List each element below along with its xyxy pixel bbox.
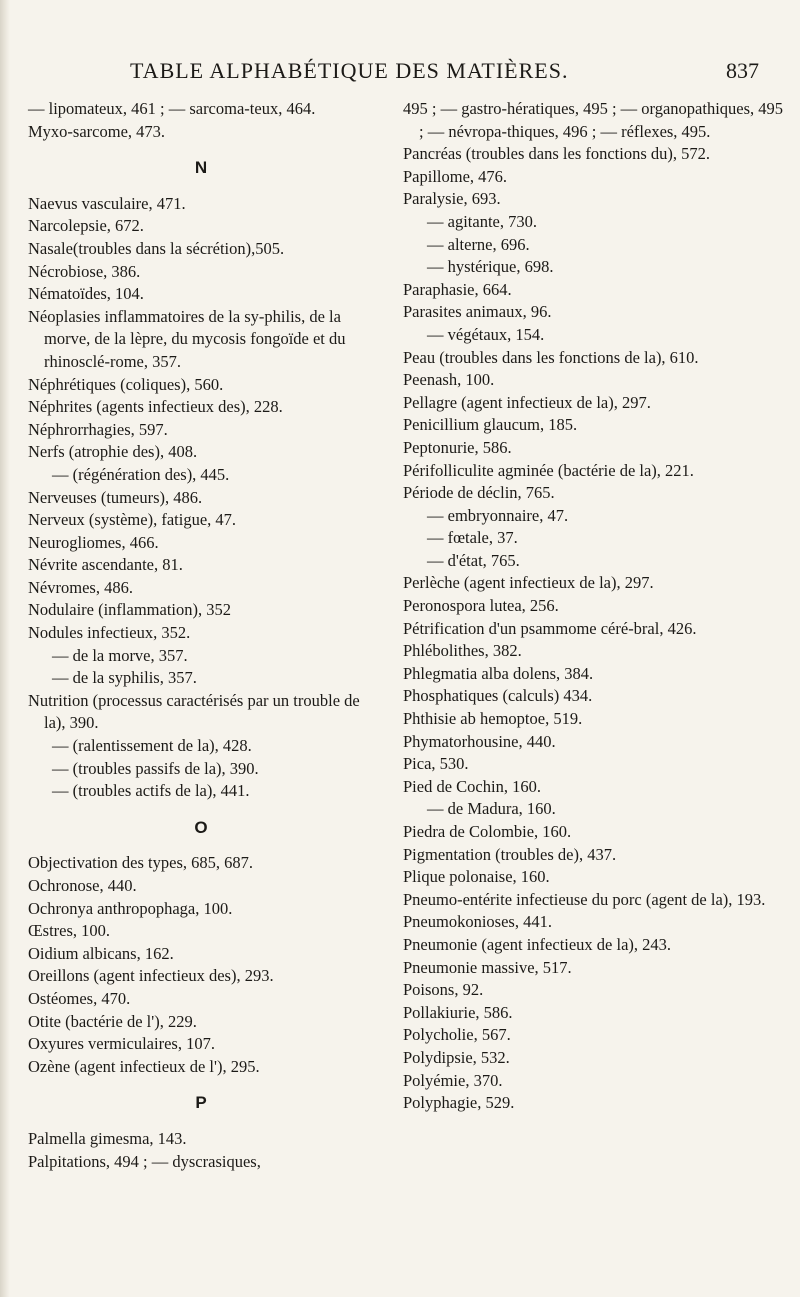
page-gutter-edge [0,0,10,1297]
index-entry: Oxyures vermiculaires, 107. [28,1034,215,1054]
index-entry: Pneumokonioses, 441. [403,912,552,932]
index-entry: Nerveux (système), fatigue, 47. [28,510,237,530]
index-entry: — lipomateux, 461 ; — sarcoma-teux, 464. [28,99,316,118]
index-entry: Phymatorhousine, 440. [403,731,556,751]
index-entry: Période de déclin, 765. [403,483,555,503]
index-entry: Pica, 530. [403,754,469,774]
index-entry: Papillome, 476. [403,166,508,186]
index-entry: Néphrorrhagies, 597. [28,419,168,439]
index-entry: Néphrites (agents infectieux des), 228. [28,397,283,417]
index-entry: Objectivation des types, 685, 687. [28,853,254,873]
section-letter-p: P [195,1093,207,1113]
index-subentry: — hystérique, 698. [427,257,554,277]
index-subentry: — alterne, 696. [427,234,530,254]
page-title: TABLE ALPHABÉTIQUE DES MATIÈRES. [130,58,569,83]
index-entry: Nécrobiose, 386. [28,261,141,281]
index-entry: Ochronose, 440. [28,876,137,895]
index-subentry: — (troubles passifs de la), 390. [52,758,259,778]
index-subentry: — de Madura, 160. [427,799,556,819]
index-entry: Pigmentation (troubles de), 437. [403,844,617,864]
index-entry: Otite (bactérie de l'), 229. [28,1011,197,1031]
entries-block-n [28,193,374,803]
index-entry: Pneumo-entérite infectieuse du porc (agent de la), 193. [403,889,766,909]
index-entry: Penicillium glaucum, 185. [403,415,578,435]
index-entry: Plique polonaise, 160. [403,867,550,887]
index-entry: Phosphatiques (calculs) 434. [403,686,593,706]
section-letter-o: O [194,817,208,837]
index-entry: Pollakiurie, 586. [403,1002,513,1022]
index-entry: Nodulaire (inflammation), 352 [28,600,231,620]
index-entry: Polydipsie, 532. [403,1047,510,1067]
index-entry: Ostéomes, 470. [28,988,131,1008]
index-subentry: — agitante, 730. [427,211,537,231]
index-entry: Phthisie ab hemoptoe, 519. [403,709,583,729]
index-entry: Pétrification d'un psammome céré-bral, 426. [403,618,697,638]
index-entry: Polyphagie, 529. [403,1093,515,1113]
index-entry: Névrite ascendante, 81. [28,555,183,575]
index-subentry: — (troubles actifs de la), 441. [52,781,250,801]
index-entry: Nutrition (processus caractérisés par un trouble de la), 390. [28,690,360,733]
entries-block-p-continued [403,98,787,1115]
index-entry: Pneumonie (agent infectieux de la), 243. [403,934,672,954]
index-entry: Peronospora lutea, 256. [403,596,559,616]
index-entry: Polycholie, 567. [403,1025,511,1045]
index-entry: Ozène (agent infectieux de l'), 295. [28,1056,260,1076]
entries-block-p [28,1128,374,1173]
index-entry: Myxo-sarcome, 473. [28,121,166,141]
index-entry: Nématoïdes, 104. [28,284,144,304]
entries-block-m [28,98,374,143]
index-entry: Neurogliomes, 466. [28,532,159,552]
index-entry: 495 ; — gastro-hératiques, 495 ; — organopathiques, 495 ; — névropa-thiques, 496 ; — réflexes, 495. [403,99,784,141]
index-entry: Perlèche (agent infectieux de la), 297. [403,573,654,593]
index-entry: Œstres, 100. [28,921,111,941]
page-number: 837 [726,58,759,83]
index-entry: Oidium albicans, 162. [28,943,174,963]
index-entry: Peptonurie, 586. [403,437,512,457]
index-entry: Oreillons (agent infectieux des), 293. [28,966,274,986]
index-entry: Pellagre (agent infectieux de la), 297. [403,392,651,412]
index-entry: Néoplasies inflammatoires de la sy-philis, de la morve, de la lèpre, du mycosis fongoïde et du rhinosclé-rome, 357. [28,306,346,371]
index-entry: Parasites animaux, 96. [403,302,552,322]
index-subentry: — d'état, 765. [427,550,520,570]
left-column [28,98,374,1173]
index-entry: Nodules infectieux, 352. [28,623,191,643]
index-subentry: — fœtale, 37. [427,528,518,548]
index-subentry: — de la syphilis, 357. [52,668,197,688]
index-entry: Polyémie, 370. [403,1070,503,1090]
index-entry: Pneumonie massive, 517. [403,957,572,977]
index-subentry: — (ralentissement de la), 428. [52,736,252,756]
right-column [403,98,787,1115]
index-entry: Périfolliculite agminée (bactérie de la), 221. [403,460,694,480]
index-subentry: — (régénération des), 445. [52,464,230,484]
index-entry: Névromes, 486. [28,577,133,597]
index-entry: Narcolepsie, 672. [28,216,144,236]
section-letter-n: N [194,158,208,178]
index-entry: Nasale(troubles dans la sécrétion),505. [28,238,285,258]
index-subentry: — végétaux, 154. [427,324,545,344]
index-subentry: — de la morve, 357. [52,645,188,665]
index-entry: Néphrétiques (coliques), 560. [28,374,224,394]
index-entry: Palpitations, 494 ; — dyscrasiques, [28,1151,261,1171]
index-entry: Piedra de Colombie, 160. [403,822,572,841]
index-entry: Phlébolithes, 382. [403,641,522,661]
index-entry: Paralysie, 693. [403,189,501,209]
index-entry: Poisons, 92. [403,980,484,1000]
index-entry: Nerveuses (tumeurs), 486. [28,487,203,507]
index-entry: Nerfs (atrophie des), 408. [28,442,198,462]
index-entry: Peau (troubles dans les fonctions de la), 610. [403,347,699,367]
index-entry: Naevus vasculaire, 471. [28,193,186,213]
index-subentry: — embryonnaire, 47. [427,505,569,525]
index-entry: Peenash, 100. [403,370,495,390]
index-entry: Phlegmatia alba dolens, 384. [403,663,594,683]
entries-block-o [28,852,374,1078]
index-entry: Ochronya anthropophaga, 100. [28,898,233,918]
index-entry: Pied de Cochin, 160. [403,776,541,796]
index-entry: Palmella gimesma, 143. [28,1128,187,1148]
index-entry: Paraphasie, 664. [403,279,512,299]
index-entry: Pancréas (troubles dans les fonctions du), 572. [403,144,711,164]
